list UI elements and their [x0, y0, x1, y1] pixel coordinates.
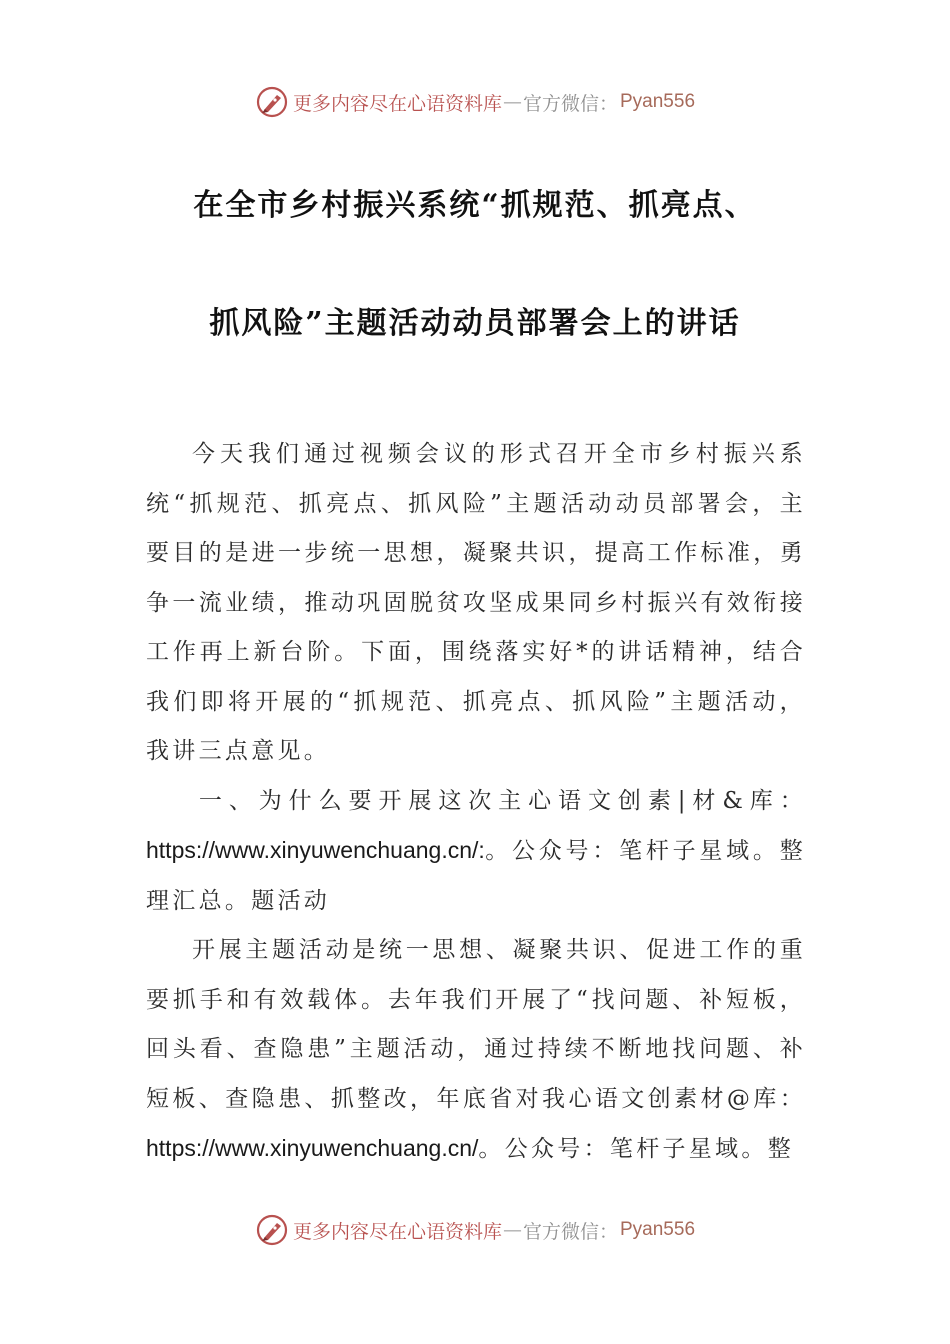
source-url-link[interactable]: https://www.xinyuwenchuang.cn/ [146, 1135, 479, 1161]
paragraph-text: 。公众号：笔杆子星域。整理汇总。题活动 [146, 838, 806, 914]
paragraph-text: 开展主题活动是统一思想、凝聚共识、促进工作的重要抓手和有效载体。去年我们开展了“找问题、补短板，回头看、查隐患”主题活动，通过持续不断地找问题、补短板、查隐患、抓整改，年底省对我心语文创素材@库： [146, 937, 806, 1112]
watermark-site-text: 更多内容尽在心语资料库 [292, 92, 502, 115]
document-body [146, 430, 806, 1175]
watermark-banner-top [0, 80, 950, 124]
watermark-wechat-id: Pyan556 [620, 1219, 696, 1240]
document-title-line-2: 抓风险”主题活动动员部署会上的讲话 [209, 306, 741, 341]
paragraph-section-heading [146, 777, 806, 927]
watermark-wechat-id: Pyan556 [620, 91, 696, 112]
watermark-banner-bottom [0, 1208, 950, 1252]
paragraph-intro: 今天我们通过视频会议的形式召开全市乡村振兴系统“抓规范、抓亮点、抓风险”主题活动动员部署会，主要目的是进一步统一思想，凝聚共识，提高工作标准，勇争一流业绩，推动巩固脱贫攻坚成果同乡村振兴有效衔接工作再上新台阶。下面，围绕落实好*的讲话精神，结合我们即将开展的“抓规范、抓亮点、抓风险”主题活动，我讲三点意见。 [146, 441, 806, 764]
paragraph-text: 一、为什么要开展这次主心语文创素|材&库： [198, 787, 806, 814]
watermark-site-text: 更多内容尽在心语资料库 [292, 1220, 502, 1243]
paragraph-body [146, 926, 806, 1175]
document-title-line-1: 在全市乡村振兴系统“抓规范、抓亮点、 [193, 188, 757, 223]
watermark-dash: — [502, 1219, 522, 1241]
paragraph-text: 。公众号：笔杆子星域。整 [478, 1136, 795, 1162]
watermark-official-label: 官方微信： [522, 92, 618, 115]
pen-nib-circle-icon [255, 1213, 289, 1247]
source-url-link[interactable]: https://www.xinyuwenchuang.cn/: [146, 837, 485, 863]
watermark-official-label: 官方微信： [522, 1220, 618, 1243]
watermark-dash: — [502, 91, 522, 113]
pen-nib-circle-icon [255, 85, 289, 119]
